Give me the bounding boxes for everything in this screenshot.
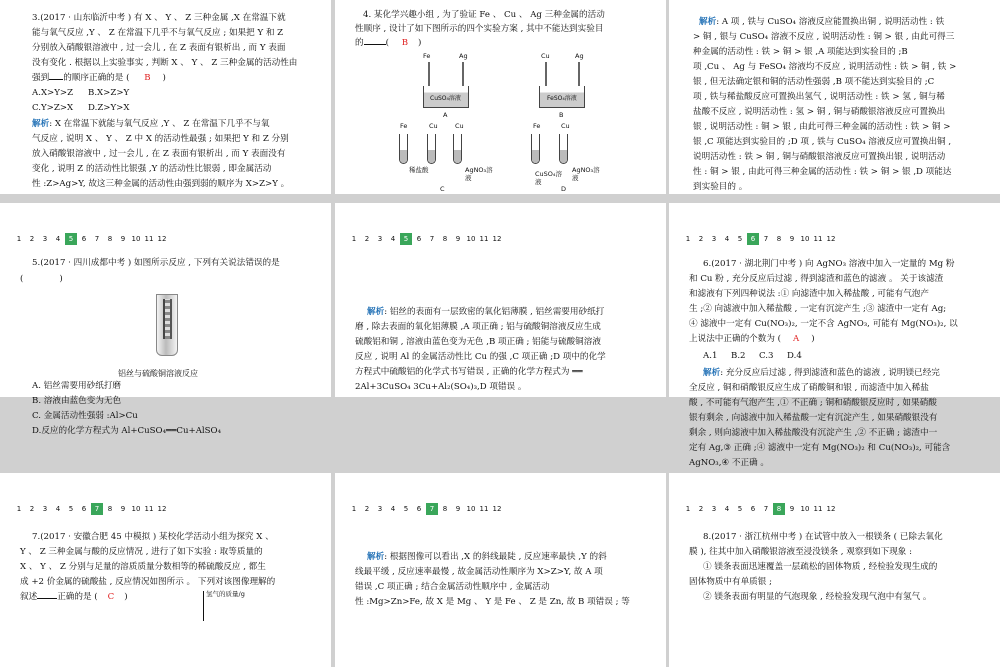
q4-exp-line-11: 性 : 铜 > 银 , 由此可得三种金属的活动性 : 铁 > 铜 > 银 ,D 项能达	[693, 167, 952, 177]
q4-exp-line-12: 到实验目的 。	[693, 182, 748, 192]
page-number[interactable]: 8	[107, 505, 113, 513]
diagram-label: D	[561, 185, 567, 193]
page-number[interactable]: 2	[29, 505, 35, 513]
q5-exp-line-6: 2Al+3CuSO₄ 3Cu+Al₂(SO₄)₃,D 项错误 。	[355, 382, 527, 392]
page-number[interactable]: 6	[750, 505, 756, 513]
q3-exp-line-4: 变化 , 说明 Z 的活动性比银强 ,Y 的活动性比银弱 , 即金属活动	[32, 164, 272, 174]
page-number[interactable]: 12	[157, 505, 167, 513]
q5-option-b: B. 溶液由蓝色变为无色	[32, 396, 122, 406]
q4-exp-line-10: 说明活动性 : 铁 > 铜 , 铜与硝酸银溶液反应可置换出银 , 说明活动	[693, 152, 946, 162]
page-number[interactable]: 4	[724, 235, 730, 243]
chart-y-label: 氢气的质量/g	[206, 590, 245, 598]
page-number[interactable]: 1	[351, 505, 357, 513]
page-number[interactable]: 11	[144, 235, 154, 243]
test-tube	[427, 134, 436, 164]
page-number[interactable]: 2	[364, 235, 370, 243]
slide-1	[0, 0, 331, 194]
q6-exp-line-3: 酸 , 不可能有气泡产生 ,① 不正确 ; 铜和硝酸银反应时 , 如果硝酸	[689, 398, 937, 408]
exp-label: 解析	[703, 368, 721, 378]
page-number[interactable]: 2	[364, 505, 370, 513]
q4-exp-line-9: 银 ,C 项能达到实验目的 ;D 项 , 铁与 CuSO₄ 溶液反应可置换出铜 ,	[693, 137, 952, 147]
q6-option-b: B.2	[731, 351, 746, 361]
q3-line-2: 能与氧气反应 ,Y 、 Z 在常温下几乎不与氧气反应 ; 如果把 Y 和 Z	[32, 28, 284, 38]
q5-exp-line-1: 解析: 铝丝的表面有一层致密的氧化铝薄膜 , 铝丝需要用砂纸打	[367, 307, 605, 317]
q6-exp-line-4: 银有剩余 , 向滤液中加入稀盐酸一定有沉淀产生 , 如果硝酸银没有	[689, 413, 938, 423]
page-number[interactable]: 5	[68, 505, 74, 513]
q4-exp-line-6: 项 , 铁与稀盐酸反应可置换出氢气 , 说明活动性 : 铁 > 氢 , 铜与稀	[693, 92, 945, 102]
page-number[interactable]: 1	[685, 505, 691, 513]
page-number[interactable]: 10	[466, 235, 476, 243]
q6-exp-line-7: AgNO₃,④ 不正确 。	[689, 458, 769, 468]
page-number[interactable]: 10	[800, 505, 810, 513]
test-tube	[559, 134, 568, 164]
q5-option-d: D.反应的化学方程式为 Al+CuSO₄══Cu+AlSO₄	[32, 426, 222, 436]
page-number[interactable]: 3	[377, 505, 383, 513]
q4-exp-line-8: 银 , 说明活动性 : 铜 > 银 , 由此可得三种金属的活动性 : 铁 > 铜 >	[693, 122, 951, 132]
q4-line-2: 性顺序 , 设计了如下图所示的四个实验方案 , 其中不能达到实验目	[355, 24, 604, 34]
page-number[interactable]: 3	[42, 505, 48, 513]
q8-line-3: ① 镁条表面迅速覆盖一层疏松的固体物质 , 经检验发现生成的	[703, 562, 938, 572]
aluminum-wire	[163, 299, 172, 339]
page-number-current[interactable]: 5	[400, 233, 412, 245]
exp-label: 解析	[32, 119, 50, 129]
page-number[interactable]: 12	[492, 235, 502, 243]
q3-prefix: 强到	[32, 73, 50, 83]
q7-line-5: 叙述 正确的是 ( C )	[20, 592, 128, 602]
page-number[interactable]: 11	[813, 235, 823, 243]
q7-line-2: Y 、 Z 三种金属与酸的反应情况 , 进行了如下实验 : 取等质量的	[20, 547, 263, 557]
q4-exp-line-7: 盐酸不反应 , 说明活动性 : 氢 > 铜 , 铜与硝酸银溶液反应可置换出	[693, 107, 946, 117]
blank-underline	[49, 71, 63, 80]
page-number[interactable]: 1	[351, 235, 357, 243]
q6-exp-line-1: 解析: 充分反应后过滤 , 得到滤渣和蓝色的滤液 , 说明镁已经完	[703, 368, 940, 378]
slide-9	[669, 473, 1000, 667]
q8-line-2: 膜 ), 往其中加入硝酸银溶液至浸没镁条 , 观察到如下现象 :	[689, 547, 913, 557]
diagram-label: B	[559, 111, 564, 119]
q3-exp-line-1: 解析: X 在常温下就能与氧气反应 ,Y 、 Z 在常温下几乎不与氧	[32, 119, 270, 129]
page-number[interactable]: 10	[466, 505, 476, 513]
q7-exp-line-2: 线最平缓 , 反应速率最慢 , 故金属活动性顺序为 X>Z>Y, 故 A 项	[355, 567, 603, 577]
metal-label: Cu	[429, 122, 438, 130]
q3-exp-line-2: 气反应 , 说明 X 、 Y 、 Z 中 X 的活动性最强 ; 如果把 Y 和 Z 分别	[32, 134, 289, 144]
page-number[interactable]: 3	[377, 235, 383, 243]
q6-line-1: 6.(2017 · 湖北荆门中考 ) 向 AgNO₃ 溶液中加入一定量的 Mg 粉	[703, 259, 955, 269]
beaker-photo	[156, 294, 178, 356]
q3-option-c: C.Y>Z>X	[32, 103, 74, 113]
slide-7	[0, 473, 331, 667]
q7-exp-line-3: 错误 ,C 项正确 ; 结合金属活动性顺序中 , 金属活动	[355, 582, 550, 592]
page-number[interactable]: 7	[763, 235, 769, 243]
page-number[interactable]: 4	[724, 505, 730, 513]
q6-option-a: A.1	[703, 351, 718, 361]
q3-line-3: 分别放入硝酸银溶液中 , 过一会儿 , 在 Z 表面有银析出 , 而 Y 表面	[32, 43, 286, 53]
solution-label: AgNO₃溶液	[465, 166, 493, 182]
blank-underline	[37, 590, 57, 599]
page-number[interactable]: 5	[737, 505, 743, 513]
exp-label: 解析	[367, 552, 385, 562]
q3-line-1: 3.(2017 · 山东临沂中考 ) 有 X 、 Y 、 Z 三种金属 ,X 在常温下就	[32, 13, 286, 23]
q5-exp-line-4: 反应 , 说明 Al 的金属活动性比 Cu 的强 ,C 项正确 ;D 项中的化学	[355, 352, 606, 362]
q6-exp-line-5: 剩余 , 则向滤液中加入稀盐酸没有沉淀产生 ,② 不正确 ; 滤渣中一	[689, 428, 938, 438]
q5-exp-line-2: 磨 , 除去表面的氧化铝薄膜 ,A 项正确 ; 铝与硫酸铜溶液反应生成	[355, 322, 601, 332]
slide-5	[335, 203, 666, 397]
q3-option-d: D.Z>Y>X	[88, 103, 130, 113]
page-nav	[348, 233, 504, 245]
page-number[interactable]: 6	[81, 505, 87, 513]
q3-close: )	[162, 73, 166, 83]
page-number[interactable]: 4	[390, 235, 396, 243]
page-number[interactable]: 11	[813, 505, 823, 513]
page-number[interactable]: 7	[763, 505, 769, 513]
page-number[interactable]: 12	[826, 235, 836, 243]
page-number-current[interactable]: 7	[91, 503, 103, 515]
q6-exp-line-2: 全反应 , 铜和硝酸银反应生成了硝酸铜和银 , 而滤渣中加入稀盐	[689, 383, 929, 393]
slide-4	[0, 203, 331, 436]
page-number[interactable]: 4	[55, 505, 61, 513]
page-number[interactable]: 4	[390, 505, 396, 513]
page-number-current[interactable]: 8	[773, 503, 785, 515]
q3-line-5	[32, 71, 166, 86]
slide-3	[669, 0, 1000, 194]
page-number[interactable]: 8	[776, 235, 782, 243]
q8-line-4: 固体物质中有单质银 ;	[689, 577, 772, 587]
solution-label: CuSO₄溶液	[535, 170, 563, 186]
q4-exp-line-3: 种金属的活动性 : 铁 > 铜 > 银 ,A 项能达到实验目的 ;B	[693, 47, 908, 57]
q5-line-1: 5.(2017 · 四川成都中考 ) 如图所示反应 , 下列有关说法错误的是	[32, 258, 280, 268]
q5-option-c: C. 金属活动性强弱 :Al>Cu	[32, 411, 138, 421]
q3-exp-line-3: 放入硝酸银溶液中 , 过一会儿 , 在 Z 表面有银析出 , 而 Y 表面没有	[32, 149, 286, 159]
page-number[interactable]: 5	[737, 235, 743, 243]
page-number[interactable]: 10	[800, 235, 810, 243]
test-tube	[453, 134, 462, 164]
chart-y-axis	[203, 591, 204, 621]
blank-underline	[364, 36, 386, 45]
page-number[interactable]: 4	[55, 235, 61, 243]
q4-exp-line-1: 解析: A 项 , 铁与 CuSO₄ 溶液反应能置换出铜 , 说明活动性 : 铁	[699, 17, 945, 27]
page-number[interactable]: 2	[698, 235, 704, 243]
q7-exp-line-1: 解析: 根据图像可以看出 ,X 的斜线最陡 , 反应速率最快 ,Y 的斜	[367, 552, 607, 562]
metal-label: Cu	[455, 122, 464, 130]
q6-answer: A	[793, 334, 800, 344]
q7-exp-line-4: 性 :Mg>Zn>Fe, 故 X 是 Mg 、 Y 是 Fe 、 Z 是 Zn, 故 B 项错误 ; 等	[355, 597, 630, 607]
q7-answer: C	[107, 592, 115, 602]
q3-option-b: B.X>Z>Y	[88, 88, 130, 98]
q6-exp-line-6: 定有 Ag,③ 正确 ;④ 滤液中一定有 Mg(NO₃)₂ 和 Cu(NO₃)₂, 可能含	[689, 443, 951, 453]
page-number[interactable]: 11	[479, 505, 489, 513]
slide-6	[669, 203, 1000, 468]
page-number[interactable]: 8	[442, 235, 448, 243]
page-nav	[682, 503, 838, 515]
q6-line-4: 生 ;② 向滤液中加入稀盐酸 , 一定有沉淀产生 ;③ 滤渣中一定有 Ag;	[689, 304, 947, 314]
metal-label: Cu	[541, 52, 550, 60]
q5-line-2: ( )	[20, 274, 63, 284]
page-number[interactable]: 8	[442, 505, 448, 513]
page-number[interactable]: 6	[81, 235, 87, 243]
q6-line-5: ④ 滤液中一定有 Cu(NO₃)₂, 一定不含 AgNO₃, 可能有 Mg(NO₃)₂, 以	[689, 319, 958, 329]
q7-line-4: 成 +2 价金属的硫酸盐 , 反应情况如图所示 。 下列对该图像理解的	[20, 577, 276, 587]
q3-answer: B	[144, 73, 151, 83]
page-nav	[348, 503, 504, 515]
metal-label: Fe	[400, 122, 408, 130]
q6-line-2: 和 Cu 粉 , 充分反应后过滤 , 得到滤渣和蓝色的滤液 。 关于该滤渣	[689, 274, 944, 284]
q4-exp-line-2: > 铜 , 银与 CuSO₄ 溶液不反应 , 说明活动性 : 铜 > 银 , 由此可得三	[693, 32, 955, 42]
q3-suffix: 的顺序正确的是 (	[63, 73, 130, 83]
q5-exp-line-3: 硫酸铝和铜 , 溶液由蓝色变为无色 ,B 项正确 ; 铝能与硫酸铜溶液	[355, 337, 601, 347]
page-number[interactable]: 8	[107, 235, 113, 243]
page-number[interactable]: 9	[789, 235, 795, 243]
page-number[interactable]: 1	[16, 235, 22, 243]
q3-exp-line-5: 性 :Z>Ag>Y, 故这三种金属的活动性由强到弱的顺序为 X>Z>Y 。	[32, 179, 290, 189]
metal-label: Fe	[423, 52, 431, 60]
q8-line-1: 8.(2017 · 浙江杭州中考 ) 在试管中放入一根镁条 ( 已除去氧化	[703, 532, 943, 542]
page-number[interactable]: 9	[120, 505, 126, 513]
q6-line-6: 上说法中正确的个数为 ( A )	[689, 334, 815, 344]
q3-option-a: A.X>Y>Z	[32, 88, 74, 98]
q4-line-3: 的 ( B )	[355, 38, 422, 48]
page-number[interactable]: 9	[455, 235, 461, 243]
solution-label: FeSO₄溶液	[547, 95, 577, 102]
page-number[interactable]: 9	[455, 505, 461, 513]
exp-label: 解析	[367, 307, 385, 317]
solution-label: 稀盐酸	[409, 166, 429, 174]
page-number[interactable]: 1	[16, 505, 22, 513]
page-number-current[interactable]: 6	[747, 233, 759, 245]
metal-label: Fe	[533, 122, 541, 130]
page-number[interactable]: 1	[685, 235, 691, 243]
page-number[interactable]: 7	[94, 235, 100, 243]
test-tube	[399, 134, 408, 164]
page-number[interactable]: 3	[42, 235, 48, 243]
page-number[interactable]: 12	[492, 505, 502, 513]
test-tube	[531, 134, 540, 164]
page-number[interactable]: 6	[416, 505, 422, 513]
page-number[interactable]: 5	[403, 505, 409, 513]
slide-2	[335, 0, 666, 194]
q5-option-a: A. 铝丝需要用砂纸打磨	[32, 381, 122, 391]
exp-label: 解析	[699, 17, 717, 27]
page-number[interactable]: 10	[131, 235, 141, 243]
metal-label: Ag	[575, 52, 584, 60]
q6-line-3: 和滤液有下列四种说法 :① 向滤渣中加入稀盐酸 , 可能有气泡产	[689, 289, 929, 299]
q7-line-3: X 、 Y 、 Z 分别与足量的溶质质量分数相等的稀硫酸反应 , 都生	[20, 562, 266, 572]
page-number[interactable]: 2	[29, 235, 35, 243]
page-number-current[interactable]: 7	[426, 503, 438, 515]
q4-exp-line-4: 项 ,Cu 、 Ag 与 FeSO₄ 溶液均不反应 , 说明活动性 : 铁 > 铜 , 铁 >	[693, 62, 957, 72]
page-nav	[13, 233, 169, 245]
solution-label: CuSO₄溶液	[430, 95, 461, 102]
diagram-label: A	[443, 111, 448, 119]
q4-exp-line-5: 银 , 但无法确定银和铜的活动性强弱 ,B 项不能达到实验目的 ;C	[693, 77, 935, 87]
page-nav	[13, 503, 169, 515]
page-number[interactable]: 9	[120, 235, 126, 243]
q3-line-4: 没有变化 . 根据以上实验事实 , 判断 X 、 Y 、 Z 三种金属的活动性由	[32, 58, 298, 68]
q4-answer: B	[401, 38, 409, 48]
page-number[interactable]: 9	[789, 505, 795, 513]
figure-caption: 铝丝与硫酸铜溶液反应	[118, 369, 198, 378]
q6-option-c: C.3	[759, 351, 774, 361]
q8-line-5: ② 镁条表面有明显的气泡现象 , 经检验发现气泡中有氢气 。	[703, 592, 932, 602]
page-number[interactable]: 12	[826, 505, 836, 513]
q4-line-1: 4. 某化学兴趣小组 , 为了验证 Fe 、 Cu 、 Ag 三种金属的活动	[363, 10, 605, 20]
metal-label: Ag	[459, 52, 468, 60]
metal-label: Cu	[561, 122, 570, 130]
page-number[interactable]: 12	[157, 235, 167, 243]
diagram-label: C	[440, 185, 445, 193]
page-number[interactable]: 7	[429, 235, 435, 243]
page-number[interactable]: 3	[711, 235, 717, 243]
page-number-current[interactable]: 5	[65, 233, 77, 245]
page-nav	[682, 233, 838, 245]
page-number[interactable]: 11	[144, 505, 154, 513]
page-number[interactable]: 10	[131, 505, 141, 513]
page-number[interactable]: 11	[479, 235, 489, 243]
q7-line-1: 7.(2017 · 安徽合肥 45 中模拟 ) 某校化学活动小组为探究 X 、	[32, 532, 274, 542]
q6-option-d: D.4	[787, 351, 802, 361]
page-number[interactable]: 3	[711, 505, 717, 513]
slide-8	[335, 473, 666, 667]
q5-exp-line-5: 方程式中硫酸铝的化学式书写错误 , 正确的化学方程式为 ══	[355, 367, 583, 377]
page-number[interactable]: 6	[416, 235, 422, 243]
solution-label: AgNO₃溶液	[572, 166, 600, 182]
page-number[interactable]: 2	[698, 505, 704, 513]
